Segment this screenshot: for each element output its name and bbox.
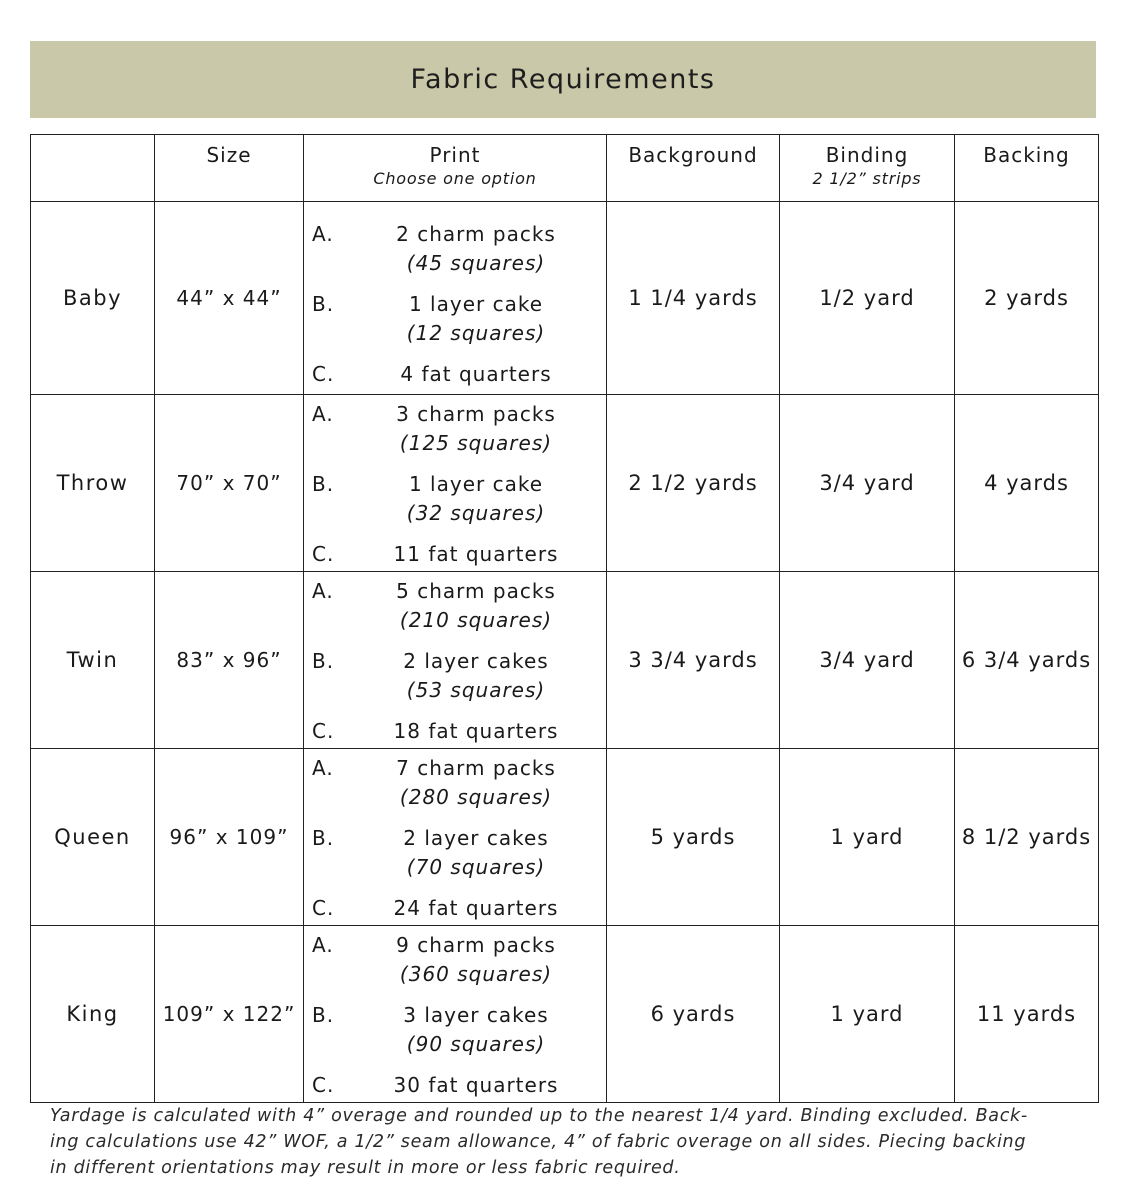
option-text: 4 fat quarters xyxy=(400,361,552,386)
print-option xyxy=(312,647,606,705)
option-squares: (70 squares) xyxy=(406,855,546,879)
option-text: 1 layer cake xyxy=(408,291,544,316)
option-text: 2 layer cakes xyxy=(403,826,549,850)
option-letter: A. xyxy=(312,221,334,246)
option-squares: (360 squares) xyxy=(399,962,553,986)
print-options-cell xyxy=(304,749,607,926)
binding-yardage: 1 yard xyxy=(780,926,955,1103)
print-option xyxy=(312,290,606,348)
option-text: 30 fat quarters xyxy=(393,1073,559,1097)
option-letter: C. xyxy=(312,542,335,566)
option-spacer xyxy=(312,278,606,290)
print-options-list xyxy=(304,928,606,1100)
print-option xyxy=(312,540,606,569)
print-option xyxy=(312,577,606,635)
print-options-list xyxy=(304,751,606,923)
option-text: 5 charm packs xyxy=(396,579,556,603)
print-option xyxy=(312,824,606,882)
backing-yardage: 6 3/4 yards xyxy=(955,572,1099,749)
option-letter: C. xyxy=(312,896,335,920)
option-spacer xyxy=(312,635,606,647)
print-option xyxy=(312,754,606,812)
option-text: 2 charm packs xyxy=(396,221,556,246)
option-spacer xyxy=(312,812,606,824)
option-letter: B. xyxy=(312,649,335,673)
option-text: 18 fat quarters xyxy=(393,719,559,743)
option-squares: (32 squares) xyxy=(406,501,546,525)
option-text: 9 charm packs xyxy=(396,933,556,957)
option-squares: (12 squares) xyxy=(406,320,546,345)
quilt-dimensions: 83” x 96” xyxy=(155,572,304,749)
option-squares: (125 squares) xyxy=(399,431,553,455)
print-options-list xyxy=(304,208,606,389)
page-title: Fabric Requirements xyxy=(410,64,716,95)
option-letter: B. xyxy=(312,291,335,316)
background-yardage: 3 3/4 yards xyxy=(607,572,780,749)
backing-yardage: 11 yards xyxy=(955,926,1099,1103)
option-squares: (280 squares) xyxy=(399,785,553,809)
size-row-baby xyxy=(31,202,1099,395)
option-squares: (45 squares) xyxy=(406,250,546,275)
option-spacer xyxy=(312,348,606,360)
backing-yardage: 2 yards xyxy=(955,202,1099,395)
footnote-line: ing calculations use 42” WOF, a 1/2” seam allowance, 4” of fabric overage on all sides. Piecing backing xyxy=(50,1132,1027,1152)
header-size: Size xyxy=(155,135,304,202)
option-text: 11 fat quarters xyxy=(393,542,559,566)
option-letter: A. xyxy=(312,402,334,426)
backing-yardage: 8 1/2 yards xyxy=(955,749,1099,926)
header-print-sub: Choose one option xyxy=(373,169,537,188)
option-spacer xyxy=(312,989,606,1001)
background-yardage: 2 1/2 yards xyxy=(607,395,780,572)
header-blank xyxy=(31,135,155,202)
header-backing: Backing xyxy=(955,135,1099,202)
size-row-twin xyxy=(31,572,1099,749)
option-letter: B. xyxy=(312,826,335,850)
binding-yardage: 3/4 yard xyxy=(780,572,955,749)
size-row-throw xyxy=(31,395,1099,572)
print-option xyxy=(312,470,606,528)
footnote xyxy=(50,1103,1070,1181)
print-option xyxy=(312,1071,606,1100)
option-letter: C. xyxy=(312,719,335,743)
option-squares: (90 squares) xyxy=(406,1032,546,1056)
print-options-cell xyxy=(304,926,607,1103)
option-letter: B. xyxy=(312,1003,335,1027)
option-text: 1 layer cake xyxy=(408,472,544,496)
option-spacer xyxy=(312,1059,606,1071)
header-binding-sub: 2 1/2” strips xyxy=(812,169,922,188)
size-row-queen xyxy=(31,749,1099,926)
option-spacer xyxy=(312,705,606,717)
quilt-dimensions: 70” x 70” xyxy=(155,395,304,572)
quilt-size-label: King xyxy=(31,926,155,1103)
print-option xyxy=(312,360,606,389)
print-option xyxy=(312,717,606,746)
size-row-king xyxy=(31,926,1099,1103)
quilt-size-label: Queen xyxy=(31,749,155,926)
background-yardage: 6 yards xyxy=(607,926,780,1103)
print-option xyxy=(312,931,606,989)
fabric-requirements-table xyxy=(30,134,1099,1103)
print-option xyxy=(312,1001,606,1059)
print-option xyxy=(312,894,606,923)
option-letter: C. xyxy=(312,361,335,386)
option-letter: C. xyxy=(312,1073,335,1097)
option-text: 24 fat quarters xyxy=(393,896,559,920)
quilt-size-label: Baby xyxy=(31,202,155,395)
option-spacer xyxy=(312,528,606,540)
binding-yardage: 1 yard xyxy=(780,749,955,926)
print-options-cell xyxy=(304,572,607,749)
background-yardage: 1 1/4 yards xyxy=(607,202,780,395)
option-letter: A. xyxy=(312,756,334,780)
header-print: Print Choose one option xyxy=(304,135,607,202)
option-letter: A. xyxy=(312,933,334,957)
binding-yardage: 3/4 yard xyxy=(780,395,955,572)
option-text: 3 charm packs xyxy=(396,402,556,426)
print-options-list xyxy=(304,397,606,569)
print-options-cell xyxy=(304,202,607,395)
option-spacer xyxy=(312,458,606,470)
option-text: 7 charm packs xyxy=(396,756,556,780)
header-binding: Binding 2 1/2” strips xyxy=(780,135,955,202)
header-row xyxy=(31,135,1099,202)
quilt-dimensions: 44” x 44” xyxy=(155,202,304,395)
option-letter: A. xyxy=(312,579,334,603)
quilt-size-label: Twin xyxy=(31,572,155,749)
background-yardage: 5 yards xyxy=(607,749,780,926)
backing-yardage: 4 yards xyxy=(955,395,1099,572)
option-letter: B. xyxy=(312,472,335,496)
binding-yardage: 1/2 yard xyxy=(780,202,955,395)
option-squares: (210 squares) xyxy=(399,608,553,632)
quilt-dimensions: 96” x 109” xyxy=(155,749,304,926)
quilt-dimensions: 109” x 122” xyxy=(155,926,304,1103)
print-option xyxy=(312,220,606,278)
footnote-line: Yardage is calculated with 4” overage and rounded up to the nearest 1/4 yard. Binding excluded. Back- xyxy=(50,1106,1028,1126)
option-text: 2 layer cakes xyxy=(403,649,549,673)
quilt-size-label: Throw xyxy=(31,395,155,572)
title-banner xyxy=(30,41,1096,118)
option-text: 3 layer cakes xyxy=(403,1003,549,1027)
option-squares: (53 squares) xyxy=(406,678,546,702)
print-options-cell xyxy=(304,395,607,572)
print-options-list xyxy=(304,574,606,746)
header-background: Background xyxy=(607,135,780,202)
option-spacer xyxy=(312,882,606,894)
footnote-line: in different orientations may result in more or less fabric required. xyxy=(50,1158,681,1178)
print-option xyxy=(312,400,606,458)
